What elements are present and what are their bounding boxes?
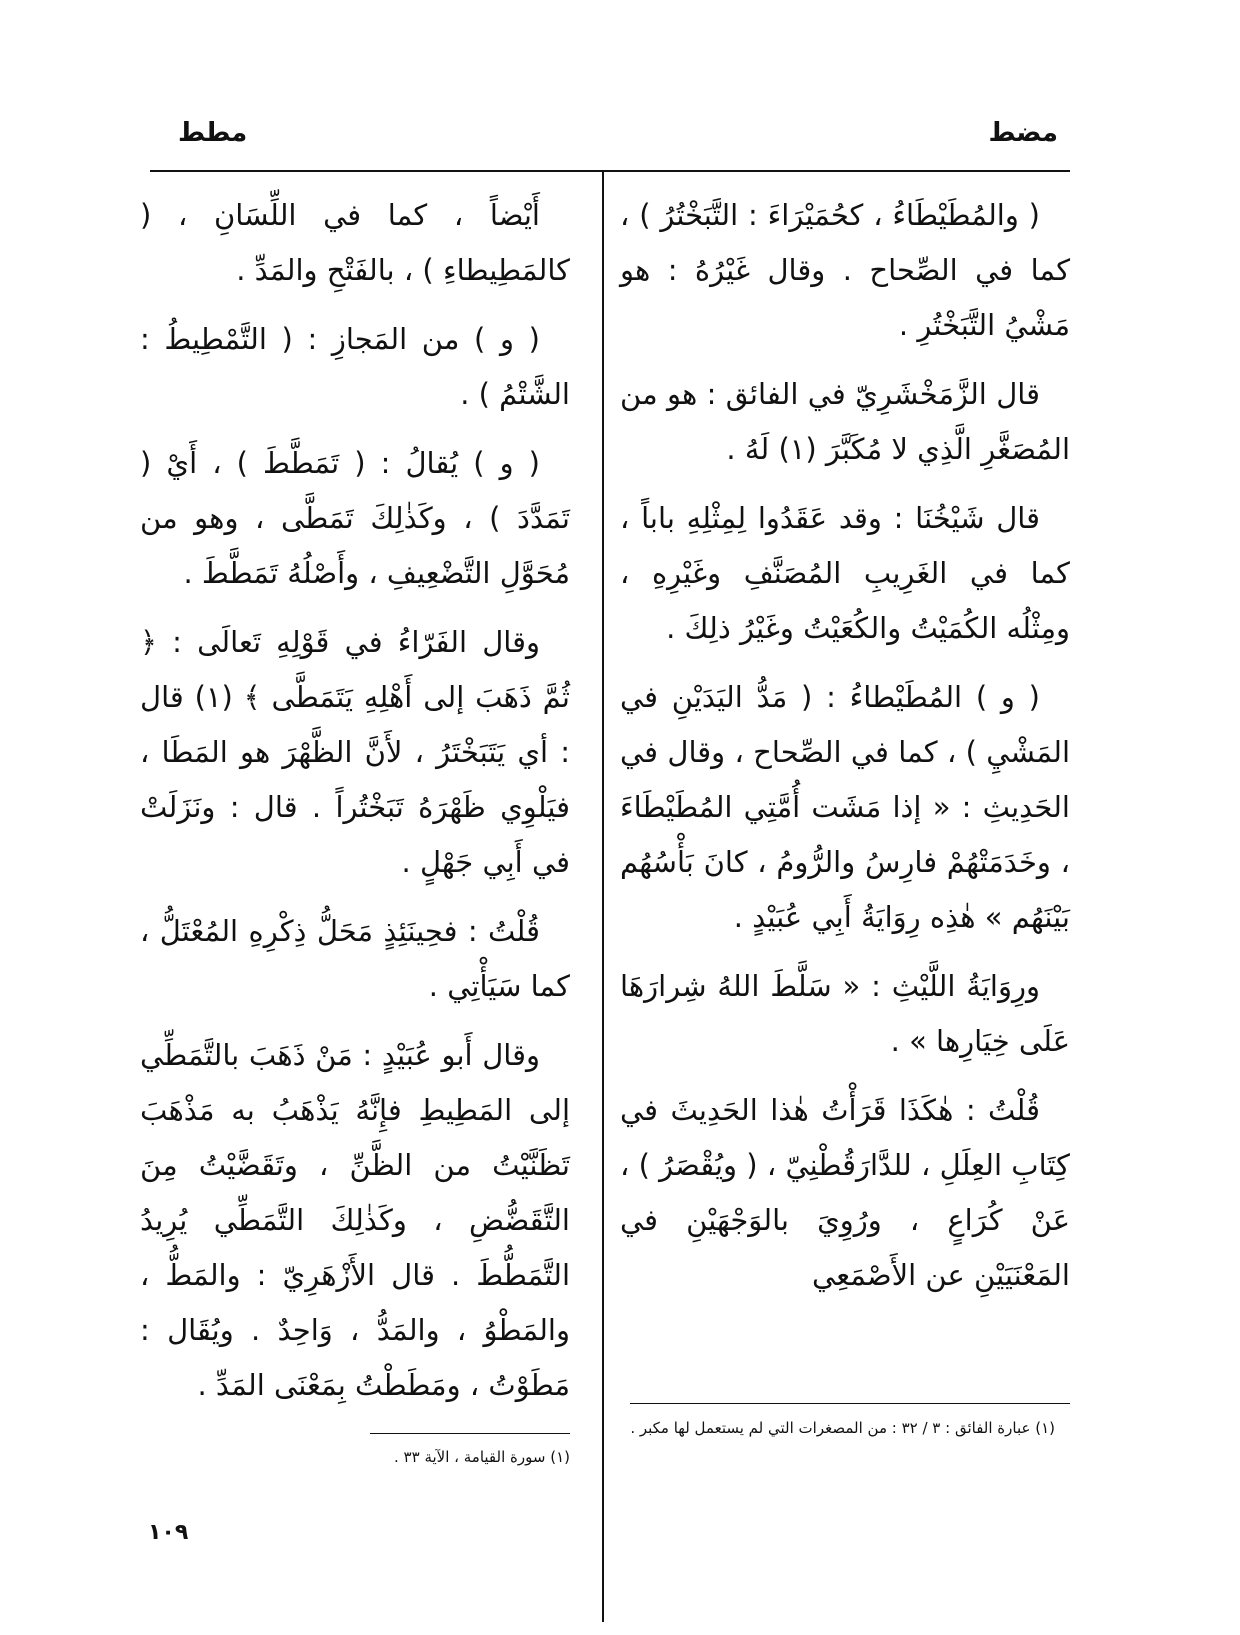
column-divider: [602, 172, 604, 1622]
paragraph: قُلْتُ : هٰكَذَا قَرَأْتُ هٰذا الحَدِيثَ في كِتَابِ العِلَلِ ، للدَّارَقُطْنِيّ ، ( ويُقْصَرُ ) ، عَنْ كُرَاعٍ ، ورُوِيَ بالوَجْهَيْنِ في المَعْنَيَيْنِ عن الأَصْمَعِي: [620, 1093, 1070, 1292]
paragraph: ( و ) يُقالُ : ( تَمَطَّطَ ) ، أَيْ ( تَمَدَّدَ ) ، وكَذٰلِكَ تَمَطَّى ، وهو من مُحَوَّلِ التَّضْعِيفِ ، وأَصْلُهُ تَمَطَّطَ .: [140, 446, 570, 590]
header-rule: [150, 170, 1070, 172]
paragraph: ( و ) المُطَيْطاءُ : ( مَدُّ اليَدَيْنِ في المَشْيِ ) ، كما في الصِّحاح ، وقال في الحَدِيثِ : « إذا مَشَت أُمَّتِي المُطَيْطَاءَ ، وخَدَمَتْهُمْ فارِسُ والرُّومُ ، كانَ بَأْسُهُم بَيْنَهُم » هٰذِه رِوَايَةُ أَبِي عُبَيْدٍ .: [620, 680, 1070, 934]
right-column: [620, 188, 1070, 1317]
paragraph: وقال الفَرّاءُ في قَوْلِهِ تَعالَى : ﴿ ثُمَّ ذَهَبَ إلى أَهْلِهِ يَتَمَطَّى ﴾ (١) قال : أي يَتَبَخْتَرُ ، لأَنَّ الظَّهْرَ هو المَطَا ، فيَلْوِي ظَهْرَهُ تَبَخْتُراً . قال : ونَزَلَتْ في أَبِي جَهْلٍ .: [140, 625, 570, 879]
left-column: [140, 188, 570, 1427]
header-right-word: مضط: [988, 118, 1058, 148]
page-header: [150, 112, 1070, 172]
paragraph: ( و ) من المَجازِ : ( التَّمْطِيطُ : الشَّتْمُ ) .: [140, 322, 570, 411]
page-number: ١٠٩: [148, 1520, 189, 1545]
paragraph: وقال أَبو عُبَيْدٍ : مَنْ ذَهَبَ بالتَّمَطِّي إلى المَطِيطِ فإِنَّهُ يَذْهَبُ به مَذْهَبَ تَظَنَّيْتُ من الظَّنِّ ، وتَقَضَّيْتُ مِنَ التَّقَضُّضِ ، وكَذٰلِكَ التَّمَطِّي يُرِيدُ التَّمَطُّطَ . قال الأَزْهَرِيّ : والمَطُّ ، والمَطْوُ ، والمَدُّ ، وَاحِدٌ . ويُقَال : مَطَوْتُ ، ومَطَطْتُ بِمَعْنَى المَدِّ .: [140, 1038, 570, 1402]
footnote-right: (١) عبارة الفائق : ٣ / ٣٢ : من المصغرات التي لم يستعمل لها مكبر .: [630, 1419, 1055, 1437]
footnote-rule-right: [630, 1403, 1070, 1404]
paragraph: أَيْضاً ، كما في اللِّسَانِ ، ( كالمَطِيطاءِ ) ، بالفَتْحِ والمَدِّ .: [140, 198, 570, 287]
paragraph: ( والمُطَيْطَاءُ ، كحُمَيْرَاءَ : التَّبَخْتُرُ ) ، كما في الصِّحاح . وقال غَيْرُهُ : هو مَشْيُ التَّبَخْتُرِ .: [620, 198, 1070, 342]
paragraph: قُلْتُ : فحِينَئِذٍ مَحَلُّ ذِكْرِهِ المُعْتَلُّ ، كما سَيَأْتِي .: [140, 914, 570, 1003]
footnote-left: (١) سورة القيامة ، الآية ٣٣ .: [394, 1448, 570, 1466]
header-left-word: مطط: [178, 118, 248, 148]
footnote-rule-left: [370, 1433, 570, 1434]
paragraph: قال شَيْخُنَا : وقد عَقَدُوا لِمِثْلِهِ باباً ، كما في الغَرِيبِ المُصَنَّفِ وغَيْرِهِ ، ومِثْلُه الكُمَيْتُ والكُعَيْتُ وغَيْرُ ذلِكَ .: [620, 501, 1070, 645]
paragraph: قال الزَّمَخْشَرِيّ في الفائق : هو من المُصَغَّرِ الَّذِي لا مُكَبَّرَ (١) لَهُ .: [620, 377, 1070, 466]
paragraph: ورِوَايَةُ اللَّيْثِ : « سَلَّطَ اللهُ شِرارَهَا عَلَى خِيَارِها » .: [620, 969, 1070, 1058]
